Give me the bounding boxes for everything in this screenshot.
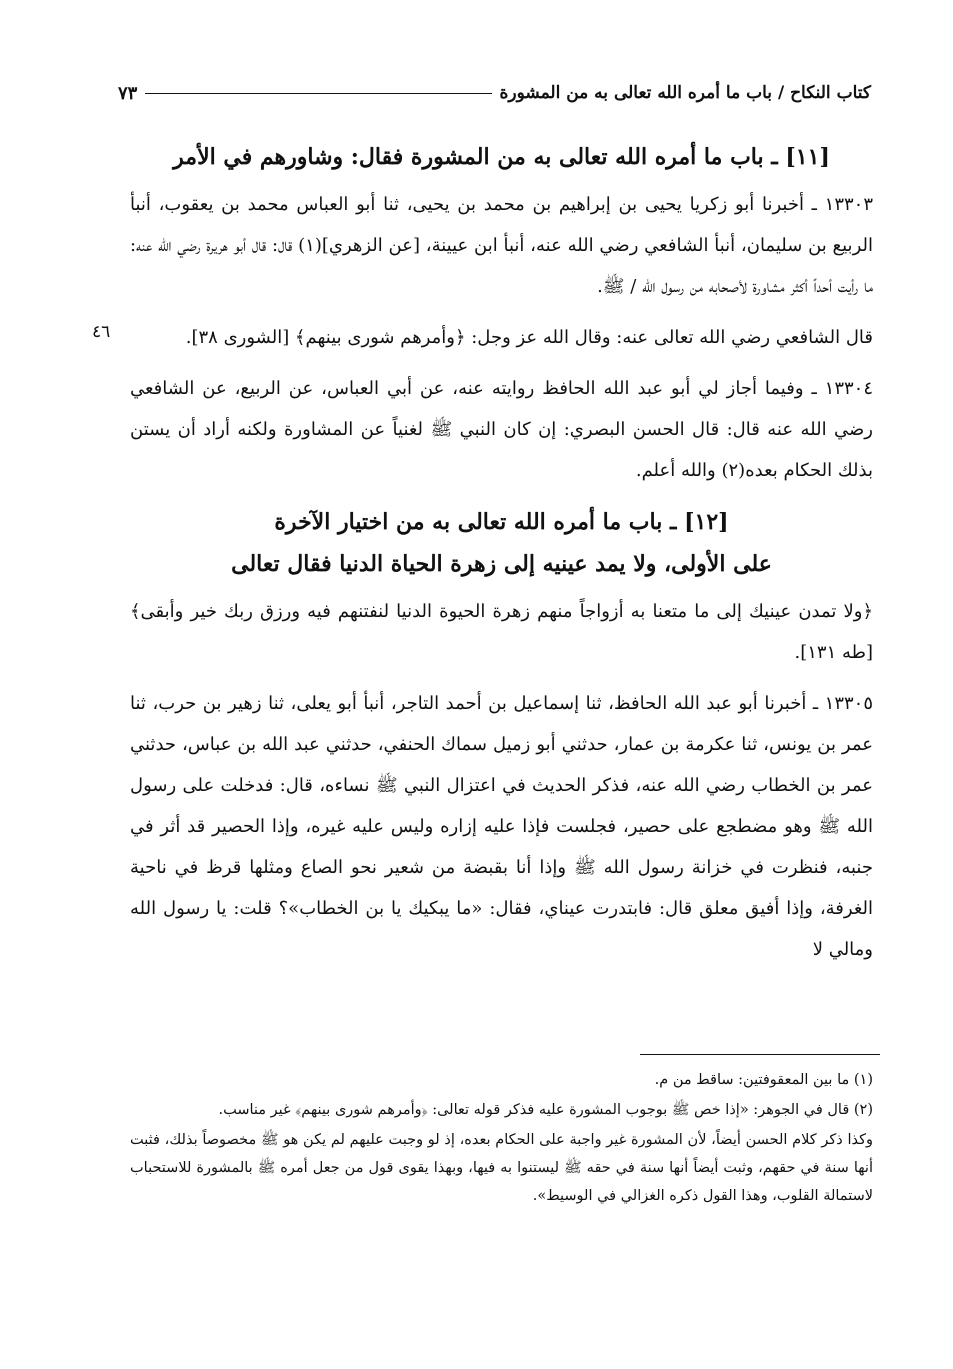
- running-header: [118, 78, 871, 108]
- shafii-quote: قال الشافعي رضي الله تعالى عنه: وقال الله عز وجل: ﴿وأمرهم شورى بينهم﴾ [الشورى ٣٨].: [185, 327, 873, 348]
- page-number: ٧٣: [118, 82, 138, 104]
- header-rule: [145, 93, 491, 94]
- main-text: [130, 136, 873, 980]
- chapter-11-title: [١١] ـ باب ما أمره الله تعالى به من المشورة فقال: وشاورهم في الأمر: [173, 144, 830, 170]
- hadith-13304: ١٣٣٠٤ ـ وفيما أجاز لي أبو عبد الله الحافظ روايته عنه، عن أبي العباس، عن الربيع، عن الشافعي رضي الله عنه قال: قال الحسن البصري: إن كان النبي ﷺ لغنياً عن المشاورة ولكنه أراد أن يستن بذلك الحكام بعده(٢) والله أعلم.: [130, 378, 873, 481]
- chapter-12-title: [130, 501, 873, 585]
- hadith-13303: ١٣٣٠٣ ـ أخبرنا أبو زكريا يحيى بن إبراهيم بن محمد بن يحيى، ثنا أبو العباس محمد بن يعقوب، أنبأ الربيع بن سليمان، أنبأ الشافعي رضي الله عنه، أنبأ ابن عيينة، [عن الزهري](١) قال: قال أبو هريرة رضي الله عنه: ما رأيت أحداً أكثر مشاورة لأصحابه من رسول الله / ﷺ.: [130, 194, 873, 297]
- chapter-12-title-line-1: [١٢] ـ باب ما أمره الله تعالى به من اختيار الآخرة: [274, 509, 729, 535]
- running-title: كتاب النكاح / باب ما أمره الله تعالى به من المشورة: [499, 83, 871, 103]
- margin-page-reference: ٤٦: [92, 322, 111, 342]
- footnotes: [130, 1066, 873, 1212]
- quran-verse: ﴿ولا تمدن عينيك إلى ما متعنا به أزواجاً منهم زهرة الحيوة الدنيا لنفتنهم فيه ورزق ربك خير وأبقى﴾ [طه ١٣١].: [130, 601, 873, 663]
- footnote-separator: [640, 1054, 880, 1055]
- hadith-13305: ١٣٣٠٥ ـ أخبرنا أبو عبد الله الحافظ، ثنا إسماعيل بن أحمد التاجر، أنبأ أبو يعلى، ثنا زهير بن حرب، ثنا عمر بن يونس، ثنا عكرمة بن عمار، حدثني أبو زميل سماك الحنفي، حدثني عبد الله بن عباس، حدثني عمر بن الخطاب رضي الله عنه، فذكر الحديث في اعتزال النبي ﷺ نساءه، قال: فدخلت على رسول الله ﷺ وهو مضطجع على حصير، فجلست فإذا عليه إزاره وليس عليه غيره، وإذا الحصير قد أثر في جنبه، فنظرت في خزانة رسول الله ﷺ وإذا أنا بقبضة من شعير نحو الصاع ومثلها قرظ في ناحية الغرفة، وإذا أفيق معلق قال: فابتدرت عيناي، فقال: «ما يبكيك يا بن الخطاب»؟ قلت: يا رسول الله ومالي لا: [130, 693, 873, 960]
- footnote-2-continued: وكذا ذكر كلام الحسن أيضاً، لأن المشورة غير واجبة على الحكام بعده، إذ لو وجبت عليهم لم يكن هو ﷺ مخصوصاً بذلك، فثبت أنها سنة في حقهم، وثبت أيضاً أنها سنة في حقه ﷺ ليستنوا به فيها، وبهذا يقوى قول من جعل أمره ﷺ بالمشورة للاستحباب لاستمالة القلوب، وهذا القول ذكره الغزالي في الوسيط».: [130, 1132, 873, 1204]
- footnote-1: (١) ما بين المعقوفتين: ساقط من م.: [654, 1072, 873, 1088]
- footnote-2: (٢) قال في الجوهر: «إذا خص ﷺ بوجوب المشورة عليه فذكر قوله تعالى: ﴿وأمرهم شورى بينهم﴾ غير مناسب.: [218, 1102, 873, 1118]
- chapter-12-title-line-2: على الأولى، ولا يمد عينيه إلى زهرة الحياة الدنيا فقال تعالى: [231, 551, 772, 577]
